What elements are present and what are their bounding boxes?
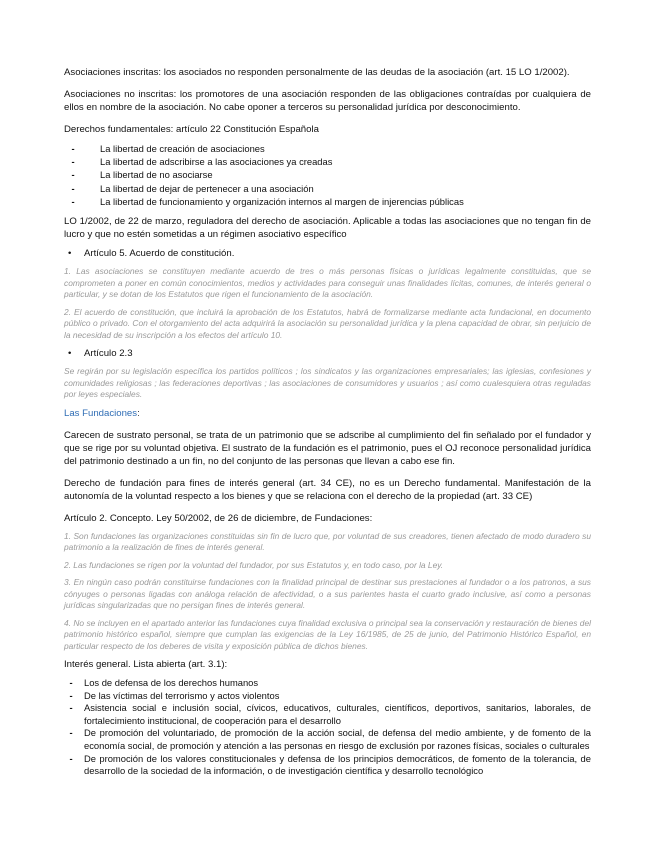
- paragraph-asociaciones-inscritas: Asociaciones inscritas: los asociados no responden personalmente de las deudas de la asociación (art. 15 LO 1/2002).: [64, 67, 570, 78]
- article-5-heading: [64, 247, 591, 260]
- interes-general-list: [64, 677, 591, 778]
- article-5-paragraph-1: 1. Las asociaciones se constituyen mediante acuerdo de tres o más personas físicas o jurídicas legalmente constituidas, que se comprometen a poner en común conocimientos, medios y actividades para conseguir unas finalidades lícitas, comunes, de interés general o particular, y se dotan de los Estatutos que rigen el funcionamiento de la asociación.: [64, 266, 591, 300]
- article-2-paragraph-1: 1. Son fundaciones las organizaciones constituidas sin fin de lucro que, por voluntad de sus creadores, tienen afectado de modo duradero su patrimonio a la realización de fines de interés general.: [64, 530, 591, 553]
- list-item: [64, 142, 591, 155]
- article-5-paragraph-2: 2. El acuerdo de constitución, que incluirá la aprobación de los Estatutos, habrá de formalizarse mediante acta fundacional, en documento público o privado. Con el otorgamiento del acta adquirirá la asociación su personalidad jurídica y la plena capacidad de obrar, sin perjuicio de la necesidad de su inscripción a los efectos del artículo 10.: [64, 306, 591, 340]
- dash-bullet-icon: -: [71, 143, 75, 154]
- list-item: [64, 690, 591, 703]
- article-2-paragraph-4: 4. No se incluyen en el apartado anterior las fundaciones cuya finalidad exclusiva o principal sea la conservación y restauración de bienes del patrimonio histórico español, siempre que cumplan las exigencias de la Ley 16/1985, de 25 de junio, del Patrimonio Histórico Español, en particular respecto de los deberes de visita y exposición pública de dichos bienes.: [64, 617, 591, 651]
- list-item-text: La libertad de no asociarse: [100, 169, 213, 181]
- paragraph-lo-1-2002: LO 1/2002, de 22 de marzo, reguladora del derecho de asociación. Aplicable a todas las asociaciones que no tengan fin de lucro y que no estén sometidas a un régimen asociativo específico: [64, 216, 591, 241]
- article-2-3-paragraph: Se regirán por su legislación específica los partidos políticos ; los sindicatos y las organizaciones empresariales; las iglesias, confesiones y comunidades religiosas ; las federaciones deportivas ; las asociaciones de consumidores y usuarios ; así como cualesquiera otras reguladas por leyes especiales.: [64, 366, 591, 400]
- dash-bullet-icon: -: [69, 677, 73, 689]
- list-item: [64, 727, 591, 752]
- dash-bullet-icon: -: [71, 169, 75, 181]
- list-item: [64, 677, 591, 690]
- list-item-text: De promoción de los valores constitucionales y defensa de los principios democráticos, de fomento de la tolerancia, de desarrollo de la sociedad de la información, o de investigación científica y desarrollo tecnológico: [84, 752, 591, 777]
- fundaciones-title-text: Las Fundaciones: [64, 407, 138, 419]
- paragraph-derecho-fundacion: Derecho de fundación para fines de interés general (art. 34 CE), no es un Derecho fundamental. Manifestación de la autonomía de la voluntad respecto a los bienes y que se relaciona con el derecho de la propiedad (art. 33 CE): [64, 477, 591, 502]
- list-item: [64, 168, 591, 181]
- dash-bullet-icon: -: [71, 182, 75, 194]
- dash-bullet-icon: -: [69, 689, 73, 701]
- paragraph-derechos-fundamentales: Derechos fundamentales: artículo 22 Constitución Española: [64, 124, 319, 135]
- list-item: [64, 182, 591, 195]
- list-item: [64, 195, 591, 208]
- bullet-icon: •: [68, 348, 72, 360]
- list-item-text: De promoción del voluntariado, de promoción de la acción social, de defensa del medio ambiente, y de fomento de la economía social, de promoción y atención a las personas en riesgo de exclusión por razones físicas, sociales o culturales: [84, 727, 591, 751]
- list-item: [64, 753, 591, 778]
- list-item-text: Asistencia social e inclusión social, cívicos, educativos, culturales, científicos, deportivos, sanitarios, laborales, de fortalecimiento institucional, de cooperación para el desarrollo: [84, 702, 591, 726]
- fundaciones-title-colon: :: [137, 407, 140, 419]
- article-2-3-heading: [64, 347, 591, 360]
- list-item-text: La libertad de adscribirse a las asociaciones ya creadas: [100, 156, 333, 168]
- list-item-text: La libertad de dejar de pertenecer a una asociación: [100, 182, 314, 194]
- article-2-paragraph-2: 2. Las fundaciones se rigen por la voluntad del fundador, por sus Estatutos y, en todo caso, por la Ley.: [64, 559, 444, 570]
- paragraph-fundaciones-sustrato: Carecen de sustrato personal, se trata de un patrimonio que se adscribe al cumplimiento del fin señalado por el fundador y que se rige por su voluntad objetiva. El sustrato de la fundación es el patrimonio, pues el OJ reconoce personalidad jurídica del patrimonio destinado a un fin, no del conjunto de las personas que llevan a cabo ese fin.: [64, 429, 591, 467]
- article-5-title: Artículo 5. Acuerdo de constitución.: [84, 248, 235, 260]
- list-item: [64, 702, 591, 727]
- dash-bullet-icon: -: [71, 195, 75, 207]
- dash-bullet-icon: -: [71, 156, 75, 168]
- article-2-paragraph-3: 3. En ningún caso podrán constituirse fundaciones con la finalidad principal de destinar sus prestaciones al fundador o a los patronos, a sus cónyuges o personas ligadas con análoga relación de afectividad, o a sus parientes hasta el cuarto grado inclusive, así como a personas jurídicas singularizadas que no persigan fines de interés general.: [64, 577, 591, 611]
- fundaciones-section-title: [64, 407, 591, 420]
- paragraph-asociaciones-no-inscritas: Asociaciones no inscritas: los promotores de una asociación responden de las obligaciones contraídas por cualquiera de ellos en nombre de la asociación. No cabe oponer a terceros su personalidad jurídica por desconocimiento.: [64, 89, 591, 113]
- list-item: [64, 155, 591, 168]
- bullet-icon: •: [68, 248, 72, 260]
- dash-bullet-icon: -: [69, 727, 73, 739]
- derechos-list: [64, 142, 591, 208]
- list-item-text: La libertad de creación de asociaciones: [100, 143, 265, 154]
- paragraph-interes-general: Interés general. Lista abierta (art. 3.1):: [64, 659, 228, 671]
- list-item-text: Los de defensa de los derechos humanos: [84, 677, 259, 689]
- list-item-text: La libertad de funcionamiento y organización internos al margen de injerencias públicas: [100, 195, 464, 207]
- dash-bullet-icon: -: [69, 752, 73, 764]
- paragraph-articulo-2-concepto: Artículo 2. Concepto. Ley 50/2002, de 26 de diciembre, de Fundaciones:: [64, 512, 373, 524]
- dash-bullet-icon: -: [69, 702, 73, 714]
- list-item-text: De las víctimas del terrorismo y actos violentos: [84, 689, 280, 701]
- article-2-3-title: Artículo 2.3: [84, 348, 133, 360]
